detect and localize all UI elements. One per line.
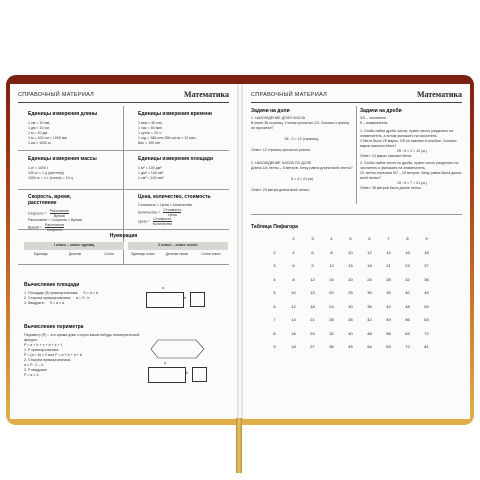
table-cell: 81 — [424, 344, 429, 350]
table-cell: 18 — [367, 263, 372, 269]
table-cell: 4 — [273, 276, 276, 282]
numeration-col: Единицы — [34, 252, 48, 256]
denominator-note: 5 – знаменатель — [360, 121, 388, 125]
table-cell: 8 — [330, 249, 333, 255]
hexagon-diagram — [148, 338, 208, 360]
perimeter-title: Вычисление периметра — [24, 324, 84, 330]
table-cell: 25 — [348, 290, 353, 296]
table-cell: 16 — [329, 276, 334, 282]
table-cell: 10 — [291, 290, 296, 296]
doli-answer: Ответ: 24 метра длина всей ленты. — [251, 188, 310, 192]
doli-answer: Ответ: 12 страниц прочитал ученик. — [251, 148, 311, 152]
doli-subtitle: 2. НАХОЖДЕНИЕ ЧИСЛА ПО ДОЛЕ — [251, 161, 312, 165]
length-line: 1 см = 10 мм — [28, 121, 50, 125]
class-units-label: I класс – класс единиц — [53, 243, 95, 247]
perimeter-line: P = a × 4. — [24, 373, 40, 377]
fraction-tasks-section — [360, 108, 464, 191]
table-cell: 35 — [386, 290, 391, 296]
doli-title: Задачи на доли — [251, 108, 290, 114]
table-cell: 63 — [386, 344, 391, 350]
table-cell: 28 — [329, 317, 334, 323]
table-row — [265, 232, 436, 246]
header-right-title: Математика — [416, 90, 462, 99]
table-cell: 24 — [329, 303, 334, 309]
table-cell: 7 — [273, 317, 276, 323]
perimeter-rectangle — [148, 367, 186, 383]
area-line: 1 см² = 100 мм² — [138, 176, 164, 180]
fraction-denominator: Количество — [152, 222, 173, 226]
table-cell: 12 — [291, 303, 296, 309]
table-cell: 56 — [405, 317, 410, 323]
table-cell: 5 — [349, 236, 352, 242]
table-cell: 9 — [311, 263, 314, 269]
table-cell: 18 — [424, 249, 429, 255]
time-line: 1 мин = 60 сек. — [138, 121, 163, 125]
time-units-box — [138, 111, 230, 146]
table-cell: 27 — [310, 344, 315, 350]
table-row — [265, 273, 436, 287]
perimeter-line: P = a + b + c + d + e + f. — [24, 343, 63, 347]
drobi-solution: 15 : 5 × 7 = 21 (м.) — [396, 181, 428, 185]
perimeter-section — [24, 324, 146, 378]
class-thousands-label: II класс – класс тысяч — [158, 243, 198, 247]
table-cell: 7 — [387, 236, 390, 242]
mass-line: 1000 кг = 1 т (тонна) = 10 ц — [28, 176, 73, 180]
table-cell: 2 — [273, 249, 276, 255]
area-calc-line: 1. Площадь (S) прямоугольника: — [24, 291, 79, 295]
speed-label: Скорость = — [28, 211, 47, 216]
table-cell: 54 — [424, 303, 429, 309]
table-cell: 3 — [273, 263, 276, 269]
table-cell: 8 — [273, 330, 276, 336]
doli-solution: 36 : 3 = 12 (страниц). — [284, 137, 320, 141]
area-calc-title: Вычисление площади — [24, 282, 80, 288]
table-cell: 30 — [348, 303, 353, 309]
drobi-answer: Ответ: 35 метров была длина ленты. — [360, 186, 422, 190]
divider — [251, 214, 462, 215]
table-cell: 48 — [405, 303, 410, 309]
numeration-col: Десятки — [68, 252, 82, 256]
numeration-title: Нумерация — [109, 233, 138, 239]
table-cell: 35 — [348, 317, 353, 323]
table-cell: 45 — [424, 290, 429, 296]
area-line: 1 м² = 100 дм² — [138, 166, 162, 170]
cost-formula: Стоимость = Цена × Количество — [138, 203, 193, 207]
drobi-rule: 1. Чтобы найти дробь числа, нужно число разделить на знаменатель, а потом умножить на числитель. — [360, 129, 454, 138]
table-cell: 42 — [367, 317, 372, 323]
table-cell: 8 — [406, 236, 409, 242]
table-cell: 27 — [424, 263, 429, 269]
fraction-denominator: Цена — [168, 213, 177, 217]
price-title: Цена, количество, стоимость — [138, 194, 211, 200]
table-row — [265, 340, 436, 354]
fraction-numerator: Стоимость — [153, 217, 172, 221]
mass-line: 1 кг = 1000 г — [28, 166, 49, 170]
table-cell: 3 — [311, 236, 314, 242]
table-cell: 12 — [310, 276, 315, 282]
numeration-columns — [24, 252, 228, 256]
perimeter-line: 3. P квадрата: — [24, 368, 48, 372]
table-cell: 72 — [405, 344, 410, 350]
left-page — [10, 84, 237, 419]
table-cell: 6 — [292, 263, 295, 269]
table-cell: 56 — [386, 330, 391, 336]
doli-task: Длина 1/4 ленты – 6 метров. Чему равна длина всей ленты? — [251, 166, 353, 170]
time-line: 1 час = 60 мин. — [138, 126, 164, 130]
side-formula: a = S : b — [76, 296, 90, 300]
table-cell: 72 — [424, 330, 429, 336]
table-cell: 30 — [367, 290, 372, 296]
table-row — [265, 246, 436, 260]
pythagoras-table — [265, 232, 436, 354]
drobi-task: От ленты отрезали 5/7 – 15 метров. Чему равна была длина всей ленты? — [360, 171, 462, 180]
left-page-header — [18, 90, 229, 103]
side-b-label: b — [186, 371, 188, 375]
numeration-col: Десятки тысяч — [165, 252, 189, 256]
time-line: 1 год = 365 или 366 суток = 12 мес. — [138, 136, 197, 140]
numeration-col: Сотни тысяч — [201, 252, 221, 256]
fraction-numerator: Расстояние — [44, 223, 65, 227]
quantity-label: Количество = — [138, 210, 161, 215]
numeration-col: Единицы тысяч — [131, 252, 155, 256]
doli-solution: 6 × 4 = 24 (м) — [290, 177, 314, 181]
table-cell: 4 — [330, 236, 333, 242]
table-cell: 6 — [368, 236, 371, 242]
area-units-title: Единицы измерения площади — [138, 156, 214, 162]
square-formula: S = a × a — [49, 301, 65, 305]
table-cell: 20 — [348, 276, 353, 282]
area-units-box — [138, 156, 230, 181]
table-cell: 40 — [405, 290, 410, 296]
drobi-rule: 2. Чтобы найти число по дроби, нужно число разделить на числитель и умножить на знаменатель. — [360, 161, 459, 170]
numerator-note: 3/5 – числитель — [360, 116, 387, 120]
table-cell: 48 — [367, 330, 372, 336]
area-formula: S = a × b — [83, 291, 98, 295]
side-b-label: b — [184, 296, 186, 300]
table-cell: 32 — [405, 276, 410, 282]
table-cell: 9 — [273, 344, 276, 350]
drobi-solution: 25 : 5 × 2 = 10 (м.) — [396, 149, 428, 153]
table-cell: 4 — [292, 249, 295, 255]
divider — [18, 189, 229, 190]
divider — [356, 106, 357, 204]
side-a-label: a — [164, 361, 166, 365]
time-label: Время = — [28, 225, 42, 230]
perimeter-line: Периметр (P) – это сумма длин сторон какой-нибудь геометрической фигуры: — [24, 333, 140, 342]
time-line: Век = 100 лет — [138, 141, 161, 145]
table-cell: 14 — [386, 249, 391, 255]
bookmark-ribbon — [236, 418, 242, 473]
table-cell: 20 — [329, 290, 334, 296]
rectangle-diagram — [146, 292, 184, 308]
mass-units-title: Единицы измерения массы — [28, 156, 97, 162]
length-line: 1 м = 100 см = 1000 мм — [28, 136, 67, 140]
table-cell: 32 — [329, 330, 334, 336]
price-formulas-box — [138, 194, 232, 226]
table-cell: 10 — [348, 249, 353, 255]
table-cell: 15 — [310, 290, 315, 296]
table-cell: 15 — [348, 263, 353, 269]
table-cell: 36 — [329, 344, 334, 350]
divider — [18, 150, 229, 151]
distance-formula: Расстояние = Скорость × Время — [28, 218, 82, 222]
length-line: 1 км = 1000 м — [28, 141, 51, 145]
doli-task: В книге 36 страниц. Ученик прочитал 1/3. Сколько страниц он прочитал? — [251, 121, 350, 130]
length-line: 1 дм = 10 см — [28, 126, 49, 130]
header-left-label: СПРАВОЧНЫЙ МАТЕРИАЛ — [18, 92, 95, 98]
table-cell: 36 — [367, 303, 372, 309]
fraction-denominator: Время — [53, 214, 65, 218]
divider — [18, 264, 229, 265]
length-units-box — [28, 111, 118, 146]
area-calc-line: 2. Сторона прямоугольника: — [24, 296, 72, 300]
perimeter-line: P = (a + b) × 2 или P = a + b + a + b — [24, 353, 82, 357]
table-cell: 6 — [273, 303, 276, 309]
area-line: 1 дм² = 100 см² — [138, 171, 164, 175]
table-cell: 24 — [310, 330, 315, 336]
table-cell: 28 — [386, 276, 391, 282]
fraction-numerator: Стоимость — [163, 208, 182, 212]
table-cell: 42 — [386, 303, 391, 309]
table-row — [265, 327, 436, 341]
time-line: 1 сутки = 24 ч. — [138, 131, 162, 135]
table-row — [265, 313, 436, 327]
table-cell: 63 — [424, 317, 429, 323]
table-cell: 18 — [310, 303, 315, 309]
perimeter-line: 2. Сторона прямоугольника: — [24, 358, 72, 362]
table-cell: 49 — [386, 317, 391, 323]
table-cell: 40 — [348, 330, 353, 336]
table-cell: 36 — [424, 276, 429, 282]
header-left-label: СПРАВОЧНЫЙ МАТЕРИАЛ — [251, 92, 328, 98]
table-cell: 21 — [386, 263, 391, 269]
table-cell: 24 — [367, 276, 372, 282]
table-cell: 14 — [291, 317, 296, 323]
table-row — [265, 300, 436, 314]
table-row — [265, 259, 436, 273]
table-cell: 45 — [348, 344, 353, 350]
fraction-numerator: Расстояние — [49, 209, 70, 213]
right-page-header — [251, 90, 462, 103]
table-cell: 12 — [329, 263, 334, 269]
pythagoras-title: Таблица Пифагора — [251, 224, 298, 230]
table-cell: 24 — [405, 263, 410, 269]
length-units-title: Единицы измерения длины — [28, 111, 98, 117]
drobi-title: Задачи на дроби — [360, 108, 402, 114]
drobi-answer: Ответ: 10 марок накопил Митя. — [360, 154, 413, 158]
table-cell: 64 — [405, 330, 410, 336]
mass-line: 100 кг = 1 ц (центнер) — [28, 171, 65, 175]
drobi-task: У Мити было 25 марок. 2/5 он накопил в альбом. Сколько марок накопил Митя? — [360, 139, 457, 148]
table-cell: 16 — [291, 330, 296, 336]
perimeter-line: a = P : 2 – b. — [24, 363, 45, 367]
numeration-col: Сотни — [104, 252, 114, 256]
speed-title: Скорость, время, расстояние — [28, 194, 72, 206]
doli-subtitle: 1. НАХОЖДЕНИЕ ДОЛИ ЧИСЛА — [251, 116, 306, 120]
table-row — [265, 286, 436, 300]
table-cell: 6 — [311, 249, 314, 255]
table-cell: 16 — [405, 249, 410, 255]
table-cell: 2 — [292, 236, 295, 242]
perimeter-line: 1. P прямоугольника: — [24, 348, 60, 352]
area-calc-line: 3. Квадрата: — [24, 301, 45, 305]
header-right-title: Математика — [183, 90, 229, 99]
price-label: Цена = — [138, 219, 150, 224]
mass-units-box — [28, 156, 118, 181]
length-line: 1 м = 10 дм — [28, 131, 48, 135]
square-diagram — [190, 292, 205, 307]
right-page — [243, 84, 470, 419]
table-cell: 8 — [292, 276, 295, 282]
perimeter-square — [192, 367, 207, 382]
divider — [123, 106, 124, 264]
table-cell: 12 — [367, 249, 372, 255]
table-cell: 54 — [367, 344, 372, 350]
table-cell: 5 — [273, 290, 276, 296]
table-cell: 9 — [425, 236, 428, 242]
speed-formulas-box — [28, 194, 120, 232]
fraction-denominator: Скорость — [46, 228, 63, 232]
table-cell: 21 — [310, 317, 315, 323]
time-units-title: Единицы измерения времени — [138, 111, 212, 117]
table-cell: 18 — [291, 344, 296, 350]
side-a-label: a — [162, 286, 164, 290]
fractions-of-number-section — [251, 108, 353, 193]
